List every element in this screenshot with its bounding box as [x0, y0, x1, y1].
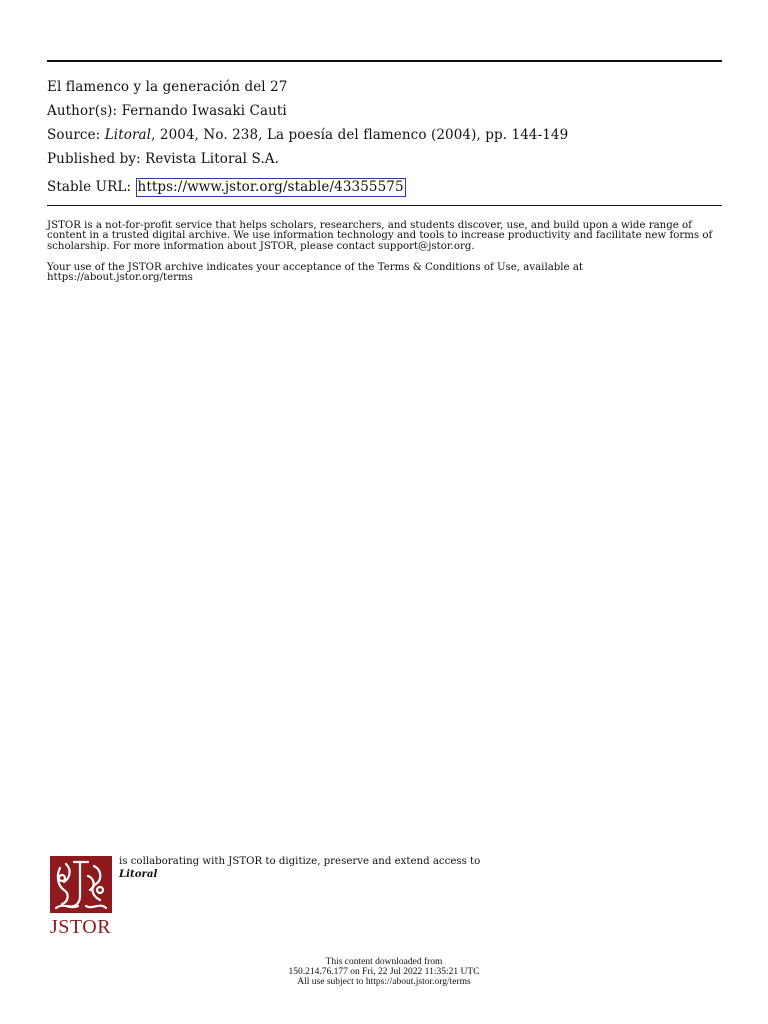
divider-rule: [47, 205, 722, 206]
publisher-name: Revista Litoral S.A.: [145, 151, 279, 167]
source-label: Source:: [47, 127, 101, 143]
top-rule: [47, 60, 722, 62]
source-line: [47, 127, 568, 143]
collaboration-note: [119, 856, 480, 880]
footer-line-2: 150.214.76.177 on Fri, 22 Jul 2022 11:35:21 UTC: [288, 967, 480, 977]
jstor-logo[interactable]: [50, 856, 114, 936]
jstor-seal-icon: [50, 856, 112, 913]
source-details: , 2004, No. 238, La poesía del flamenco (2004), pp. 144-149: [151, 127, 569, 143]
footer-line-1: This content downloaded from: [325, 957, 443, 967]
author-label: Author(s):: [47, 103, 118, 119]
stable-url-label: Stable URL:: [47, 179, 132, 195]
publisher-label: Published by:: [47, 151, 141, 167]
footer-line-3: All use subject to https://about.jstor.org/terms: [297, 977, 471, 987]
collaboration-journal: Litoral: [119, 868, 158, 880]
terms-link[interactable]: https://about.jstor.org/terms: [47, 272, 193, 284]
stable-url-line: [47, 178, 406, 197]
collaboration-text: is collaborating with JSTOR to digitize, preserve and extend access to: [119, 856, 481, 867]
terms-notice-text: Your use of the JSTOR archive indicates your acceptance of the Terms & Conditions of Use, available at: [47, 262, 583, 273]
author-line: [47, 103, 287, 119]
terms-notice: [47, 263, 719, 284]
stable-url-link[interactable]: https://www.jstor.org/stable/43355575: [137, 179, 404, 195]
source-journal: Litoral: [104, 127, 152, 143]
jstor-wordmark: JSTOR: [50, 916, 112, 938]
article-title: El flamenco y la generación del 27: [47, 79, 288, 95]
author-name: Fernando Iwasaki Cauti: [121, 103, 287, 119]
jstor-notice: JSTOR is a not-for-profit service that helps scholars, researchers, and students discover, use, and build upon a wide range of content in a trusted digital archive. We use information technology and tools to increase productivity and facilitate new forms of scholarship. For more information about JSTOR, please contact support@jstor.org.: [47, 220, 713, 252]
publisher-line: [47, 151, 279, 167]
download-footer: [0, 957, 768, 987]
